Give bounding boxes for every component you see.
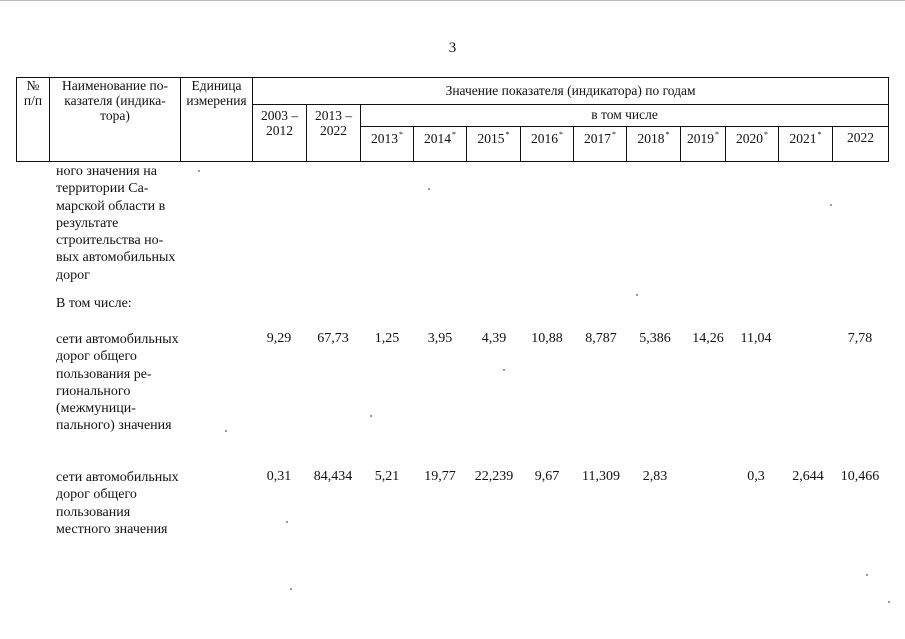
scan-speck [830, 204, 832, 206]
header-year-label: 2020 [736, 131, 763, 146]
local-value: 9,67 [534, 469, 560, 484]
scan-speck [225, 430, 227, 432]
regional-value: 10,88 [531, 331, 563, 346]
scan-speck [290, 588, 292, 590]
header-unit-cell: Единица измерения [181, 78, 253, 162]
header-year-2014 [414, 127, 467, 162]
local-value: 84,434 [313, 469, 353, 484]
regional-value: 1,25 [374, 331, 400, 346]
footnote-star: * [764, 130, 768, 139]
regional-value: 4,39 [481, 331, 507, 346]
footnote-star: * [452, 130, 456, 139]
regional-value: 14,26 [692, 331, 724, 346]
scan-speck [428, 188, 430, 190]
footnote-star: * [612, 130, 616, 139]
header-year-label: 2018 [637, 131, 665, 146]
scan-speck [286, 521, 288, 523]
header-indicator-name-cell: Наименование показателя (индикатора) [50, 78, 181, 162]
header-year-label: 2017 [584, 131, 611, 146]
indicator-table-header [16, 77, 889, 162]
local-value: 19,77 [424, 469, 456, 484]
header-year-2020 [726, 127, 779, 162]
header-number-cell: № п/п [17, 78, 50, 162]
footnote-star: * [715, 130, 719, 139]
header-year-2022 [833, 127, 889, 162]
scan-speck [370, 415, 372, 417]
header-year-label: 2015 [477, 131, 505, 146]
header-year-label: 2019 [687, 131, 714, 146]
scan-speck [636, 294, 638, 296]
local-value: 0,3 [747, 469, 765, 484]
local-value: 11,309 [582, 469, 620, 484]
regional-value: 5,386 [639, 331, 671, 346]
regional-value: 7,78 [847, 331, 873, 346]
local-roads-label: сети автомобильных дорог общего пользования местного значения [56, 470, 179, 537]
header-including: в том числе [361, 105, 889, 127]
including-heading: В том числе: [56, 296, 132, 311]
local-value: 5,21 [374, 469, 400, 484]
header-period-2003-2012: 2003 – 2012 [253, 105, 307, 162]
scan-speck [503, 369, 505, 371]
scan-speck [866, 574, 868, 576]
header-year-2018 [627, 127, 681, 162]
footnote-star: * [559, 130, 563, 139]
header-values-by-year: Значение показателя (индикатора) по годам [253, 78, 889, 105]
regional-value: 8,787 [585, 331, 617, 346]
header-year-label: 2014 [424, 131, 451, 146]
header-year-2019 [681, 127, 726, 162]
header-year-label: 2016 [531, 131, 558, 146]
header-year-2016 [521, 127, 574, 162]
header-period-2013-2022: 2013 – 2022 [307, 105, 361, 162]
footnote-star: * [505, 130, 510, 139]
header-year-2013 [361, 127, 414, 162]
scan-speck [888, 601, 890, 603]
continuation-label: ного значения на территории Самарской области в результате строительства новых автомобильных дорог [56, 164, 176, 283]
footnote-star: * [665, 130, 670, 139]
local-value: 10,466 [840, 469, 880, 484]
page-number: 3 [448, 40, 457, 56]
footnote-star: * [817, 130, 822, 139]
regional-roads-label: сети автомобильных дорог общего пользования регионального (межмуниципального) значения [56, 332, 179, 434]
local-value: 22,239 [474, 469, 514, 484]
regional-value: 3,95 [427, 331, 453, 346]
regional-value: 9,29 [266, 331, 292, 346]
header-year-label: 2021 [789, 131, 817, 146]
local-value: 2,644 [792, 469, 824, 484]
header-year-label: 2013 [371, 131, 398, 146]
regional-value: 67,73 [317, 331, 349, 346]
scan-speck [198, 170, 200, 172]
header-year-2021 [779, 127, 833, 162]
local-value: 0,31 [266, 469, 292, 484]
footnote-star: * [399, 130, 403, 139]
header-year-label: 2022 [847, 130, 875, 145]
header-year-2015 [467, 127, 521, 162]
header-year-2017 [574, 127, 627, 162]
local-value: 2,83 [642, 469, 668, 484]
scan-edge-line [0, 0, 905, 1]
regional-value: 11,04 [740, 331, 772, 346]
